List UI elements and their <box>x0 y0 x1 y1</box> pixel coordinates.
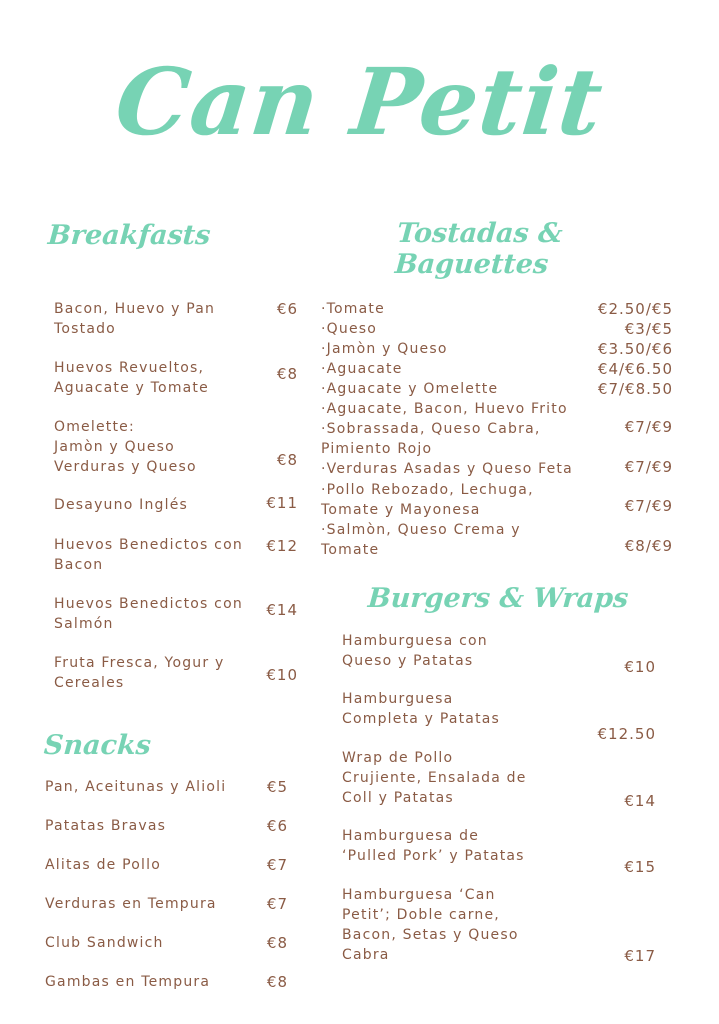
breakfasts-heading: Breakfasts <box>46 220 212 251</box>
tostada-item-name: ·Jamòn y Queso <box>321 341 448 357</box>
tostada-item-name: ·Aguacate, Bacon, Huevo Frito <box>321 401 568 417</box>
breakfast-item-price: €12 <box>266 537 298 555</box>
tostada-item-price: €7/€9 <box>624 418 673 436</box>
tostada-item-price: €7/€8.50 <box>597 380 673 398</box>
tostada-item-name: ·Verduras Asadas y Queso Feta <box>321 461 573 477</box>
breakfast-item-price: €6 <box>276 300 298 318</box>
tostada-item-price: €7/€9 <box>624 497 673 515</box>
breakfast-item-name: Omelette: Jamòn y Queso Verduras y Queso <box>54 419 197 475</box>
burger-item-price: €17 <box>624 947 656 965</box>
breakfast-item-name: Fruta Fresca, Yogur y Cereales <box>54 655 225 691</box>
breakfast-item-price: €8 <box>276 365 298 383</box>
tostadas-heading: Tostadas & Baguettes <box>393 218 564 280</box>
snack-item-name: Patatas Bravas <box>45 818 167 834</box>
snack-item-price: €8 <box>266 973 288 991</box>
breakfast-item-price: €14 <box>266 601 298 619</box>
tostada-item-name: ·Queso <box>321 321 378 337</box>
burger-item-name: Hamburguesa de ‘Pulled Pork’ y Patatas <box>342 828 525 864</box>
burger-item-price: €10 <box>624 658 656 676</box>
snack-item-price: €6 <box>266 817 288 835</box>
tostada-item-price: €2.50/€5 <box>597 300 673 318</box>
breakfast-item-price: €10 <box>266 666 298 684</box>
snack-item-name: Pan, Aceitunas y Alioli <box>45 779 227 795</box>
snack-item-name: Gambas en Tempura <box>45 974 211 990</box>
breakfast-item-price: €11 <box>266 494 298 512</box>
tostada-item-name: ·Aguacate <box>321 361 403 377</box>
burger-item-name: Hamburguesa ‘Can Petit’; Doble carne, Bacon, Setas y Queso Cabra <box>342 887 519 963</box>
tostada-item-price: €3.50/€6 <box>597 340 673 358</box>
snack-item-name: Alitas de Pollo <box>45 857 161 873</box>
snacks-heading: Snacks <box>42 730 153 761</box>
burger-item-name: Hamburguesa Completa y Patatas <box>342 691 501 727</box>
snack-item-price: €7 <box>266 856 288 874</box>
tostada-item-name: ·Sobrassada, Queso Cabra, Pimiento Rojo <box>321 421 541 457</box>
tostada-item-name: ·Aguacate y Omelette <box>321 381 499 397</box>
breakfast-item-name: Bacon, Huevo y Pan Tostado <box>54 301 216 337</box>
burger-item-price: €14 <box>624 792 656 810</box>
breakfast-item-name: Desayuno Inglés <box>54 497 188 513</box>
tostada-item-price: €4/€6.50 <box>597 360 673 378</box>
snack-item-name: Verduras en Tempura <box>45 896 217 912</box>
snack-item-price: €7 <box>266 895 288 913</box>
burger-item-name: Hamburguesa con Queso y Patatas <box>342 633 488 669</box>
restaurant-title: Can Petit <box>110 48 609 156</box>
burger-item-name: Wrap de Pollo Crujiente, Ensalada de Coll y Patatas <box>342 750 527 806</box>
burger-item-price: €12.50 <box>597 725 656 743</box>
snack-item-name: Club Sandwich <box>45 935 164 951</box>
tostada-item-price: €3/€5 <box>624 320 673 338</box>
snack-item-price: €8 <box>266 934 288 952</box>
burgers-heading: Burgers & Wraps <box>366 583 630 614</box>
burger-item-price: €15 <box>624 858 656 876</box>
breakfast-item-name: Huevos Benedictos con Salmón <box>54 596 243 632</box>
tostada-item-name: ·Tomate <box>321 301 385 317</box>
breakfast-item-name: Huevos Benedictos con Bacon <box>54 537 243 573</box>
tostada-item-name: ·Salmòn, Queso Crema y Tomate <box>321 522 521 558</box>
tostada-item-price: €7/€9 <box>624 458 673 476</box>
snack-item-price: €5 <box>266 778 288 796</box>
breakfast-item-price: €8 <box>276 451 298 469</box>
tostada-item-price: €8/€9 <box>624 537 673 555</box>
tostada-item-name: ·Pollo Rebozado, Lechuga, Tomate y Mayonesa <box>321 482 534 518</box>
breakfast-item-name: Huevos Revueltos, Aguacate y Tomate <box>54 360 209 396</box>
